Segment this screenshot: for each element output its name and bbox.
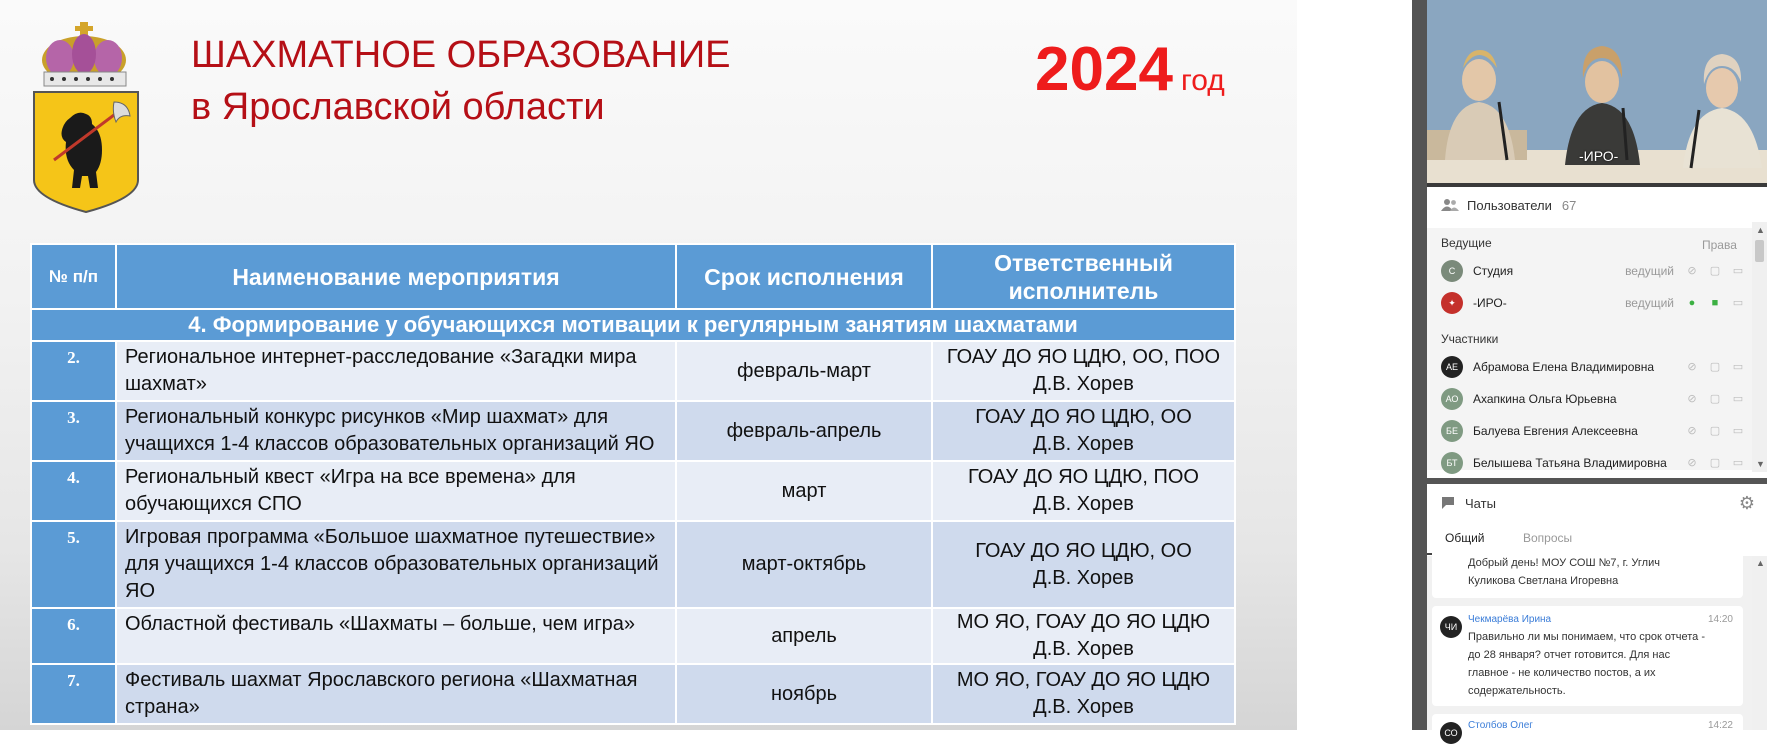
responsible-org: МО ЯО, ГОАУ ДО ЯО ЦДЮ [956, 669, 1211, 691]
avatar: АО [1441, 388, 1463, 410]
mic-on-icon[interactable]: ● [1688, 297, 1696, 309]
hosts-heading: Ведущие [1441, 236, 1492, 250]
responsible-person: Д.В. Хорев [1033, 493, 1134, 515]
responsible-org: МО ЯО, ГОАУ ДО ЯО ЦДЮ [956, 611, 1211, 633]
event-term: ноябрь [676, 664, 932, 724]
camera-off-icon[interactable]: ▢ [1709, 457, 1721, 469]
event-name: Областной фестиваль «Шахматы – больше, чем игра» [116, 608, 676, 664]
avatar: БТ [1441, 452, 1463, 474]
mic-off-icon[interactable]: ⊘ [1687, 265, 1697, 277]
header-number: № п/п [31, 244, 116, 309]
event-term: апрель [676, 608, 932, 664]
avatar: С [1441, 260, 1463, 282]
participant-row[interactable] [1441, 384, 1746, 414]
mic-off-icon[interactable]: ⊘ [1687, 457, 1697, 469]
slide-title-line2: в Ярославской области [191, 86, 605, 128]
screen-icon[interactable]: ▭ [1732, 361, 1744, 373]
section-row [31, 309, 1235, 341]
events-plan-table [30, 243, 1236, 725]
event-name: Фестиваль шахмат Ярославского региона «Шахматная страна» [116, 664, 676, 724]
users-scrollbar[interactable] [1752, 222, 1767, 472]
event-term: март [676, 461, 932, 521]
year-number: 2024 [1035, 35, 1173, 104]
row-number: 3. [31, 401, 116, 461]
message-text [1468, 554, 1660, 590]
section-title: 4. Формирование у обучающихся мотивации к регулярным занятиям шахматами [31, 309, 1235, 341]
mic-off-icon[interactable]: ⊘ [1687, 361, 1697, 373]
message-line: главное - не количество постов, а их [1468, 667, 1656, 679]
scroll-up-icon[interactable]: ▲ [1756, 558, 1765, 568]
message-author[interactable]: Столбов Олег [1468, 720, 1533, 731]
chat-scrollbar[interactable] [1752, 556, 1767, 730]
chat-header [1427, 484, 1767, 522]
screen-icon[interactable]: ▭ [1732, 457, 1744, 469]
camera-off-icon[interactable]: ▢ [1709, 265, 1721, 277]
video-caption: -ИРО- [1579, 148, 1619, 164]
responsible-org: ГОАУ ДО ЯО ЦДЮ, ОО [975, 406, 1192, 428]
chat-message [1432, 606, 1743, 706]
message-line: содержательность. [1468, 685, 1566, 697]
avatar: АЕ [1441, 356, 1463, 378]
year-word: год [1180, 64, 1225, 97]
slide-title-line1: ШАХМАТНОЕ ОБРАЗОВАНИЕ [191, 34, 731, 76]
event-responsible [932, 401, 1235, 461]
event-term: февраль-апрель [676, 401, 932, 461]
user-name: -ИРО- [1473, 296, 1507, 310]
tab-general[interactable]: Общий [1445, 531, 1485, 545]
user-name: Абрамова Елена Владимировна [1473, 360, 1655, 374]
row-number: 4. [31, 461, 116, 521]
chat-message [1432, 714, 1743, 754]
responsible-person: Д.В. Хорев [1033, 638, 1134, 660]
table-row [31, 401, 1235, 461]
message-line: Куликова Светлана Игоревна [1468, 575, 1619, 587]
camera-off-icon[interactable]: ▢ [1709, 361, 1721, 373]
event-responsible [932, 521, 1235, 608]
users-title: Пользователи [1467, 197, 1552, 213]
video-feed[interactable] [1427, 0, 1767, 183]
chat-title: Чаты [1465, 495, 1496, 511]
participant-row[interactable] [1441, 416, 1746, 446]
message-text [1468, 628, 1705, 700]
participant-row[interactable] [1441, 352, 1746, 382]
users-header[interactable] [1427, 189, 1767, 221]
message-time: 14:20 [1707, 614, 1733, 625]
user-name: Ахапкина Ольга Юрьевна [1473, 392, 1617, 406]
event-responsible [932, 608, 1235, 664]
screen-icon[interactable]: ▭ [1732, 425, 1744, 437]
event-name: Региональный конкурс рисунков «Мир шахмат» для учащихся 1-4 классов образовательных организаций ЯО [116, 401, 676, 461]
header-deadline: Срок исполнения [676, 244, 932, 309]
responsible-person: Д.В. Хорев [1033, 566, 1134, 589]
event-name: Игровая программа «Большое шахматное путешествие» для учащихся 1-4 классов образовательных организаций ЯО [116, 521, 676, 608]
table-row [31, 521, 1235, 608]
conference-side-panel [1427, 0, 1767, 738]
chat-message [1432, 548, 1743, 598]
table-header-row [31, 244, 1235, 309]
mic-off-icon[interactable]: ⊘ [1687, 425, 1697, 437]
video-bottom-bar [1427, 183, 1767, 187]
participant-row[interactable] [1441, 448, 1746, 478]
header-event-name: Наименование мероприятия [116, 244, 676, 309]
header-responsible: Ответственный исполнитель [932, 244, 1235, 309]
avatar: ЧИ [1440, 616, 1462, 638]
responsible-org: ГОАУ ДО ЯО ЦДЮ, ОО [975, 539, 1192, 562]
responsible-person: Д.В. Хорев [1033, 373, 1134, 395]
message-line: Добрый день! МОУ СОШ №7, г. Углич [1468, 557, 1660, 569]
host-row-studio[interactable] [1441, 256, 1746, 286]
camera-off-icon[interactable]: ▢ [1709, 425, 1721, 437]
row-number: 5. [31, 521, 116, 608]
year-label [1035, 34, 1225, 105]
message-line: до 28 января? отчет готовится. Для нас [1468, 649, 1671, 661]
rights-label: Права [1702, 238, 1737, 252]
table-row [31, 341, 1235, 401]
scroll-thumb[interactable] [1755, 240, 1764, 262]
tab-questions[interactable]: Вопросы [1523, 531, 1573, 545]
chat-messages [1427, 556, 1752, 738]
row-number: 6. [31, 608, 116, 664]
message-line: Правильно ли мы понимаем, что срок отчета - [1468, 631, 1706, 643]
avatar: СО [1440, 722, 1462, 744]
event-responsible [932, 461, 1235, 521]
camera-off-icon[interactable]: ▢ [1709, 393, 1721, 405]
table-row [31, 608, 1235, 664]
avatar: БЕ [1441, 420, 1463, 442]
avatar-logo-icon: ✦ [1441, 292, 1463, 314]
camera-on-icon[interactable]: ■ [1711, 297, 1719, 309]
scroll-down-icon[interactable]: ▼ [1756, 459, 1765, 469]
event-term: март-октябрь [676, 521, 932, 608]
table-row [31, 664, 1235, 724]
event-responsible [932, 664, 1235, 724]
host-row-iro[interactable] [1441, 288, 1746, 318]
responsible-org: ГОАУ ДО ЯО ЦДЮ, ОО, ПОО [946, 346, 1221, 368]
row-number: 7. [31, 664, 116, 724]
user-name: Студия [1473, 264, 1514, 278]
screen-icon[interactable]: ▭ [1732, 265, 1744, 277]
participants-heading: Участники [1441, 332, 1499, 346]
panel-divider[interactable] [1412, 0, 1427, 730]
chat-icon [1441, 496, 1455, 510]
message-author[interactable]: Чекмарёва Ирина [1468, 614, 1552, 625]
yaroslavl-coat-of-arms-icon [30, 20, 146, 218]
row-number: 2. [31, 341, 116, 401]
users-icon [1441, 198, 1459, 212]
user-name: Балуева Евгения Алексеевна [1473, 424, 1638, 438]
event-name: Региональный квест «Игра на все времена» для обучающихся СПО [116, 461, 676, 521]
event-term: февраль-март [676, 341, 932, 401]
responsible-person: Д.В. Хорев [1033, 433, 1134, 455]
scroll-up-icon[interactable]: ▲ [1756, 225, 1765, 235]
message-time: 14:22 [1707, 720, 1733, 731]
user-name: Белышева Татьяна Владимировна [1473, 456, 1667, 470]
user-role: ведущий [1625, 296, 1674, 310]
responsible-org: ГОАУ ДО ЯО ЦДЮ, ПОО [968, 466, 1199, 488]
table-row [31, 461, 1235, 521]
event-responsible [932, 341, 1235, 401]
responsible-person: Д.В. Хорев [1033, 696, 1134, 718]
mic-off-icon[interactable]: ⊘ [1687, 393, 1697, 405]
screen-icon[interactable]: ▭ [1732, 393, 1744, 405]
user-role: ведущий [1625, 264, 1674, 278]
users-list [1427, 228, 1752, 470]
screen-icon[interactable]: ▭ [1732, 297, 1744, 309]
users-count: 67 [1561, 197, 1577, 213]
event-name: Региональное интернет-расследование «Загадки мира шахмат» [116, 341, 676, 401]
gear-icon[interactable]: ⚙ [1738, 493, 1755, 513]
